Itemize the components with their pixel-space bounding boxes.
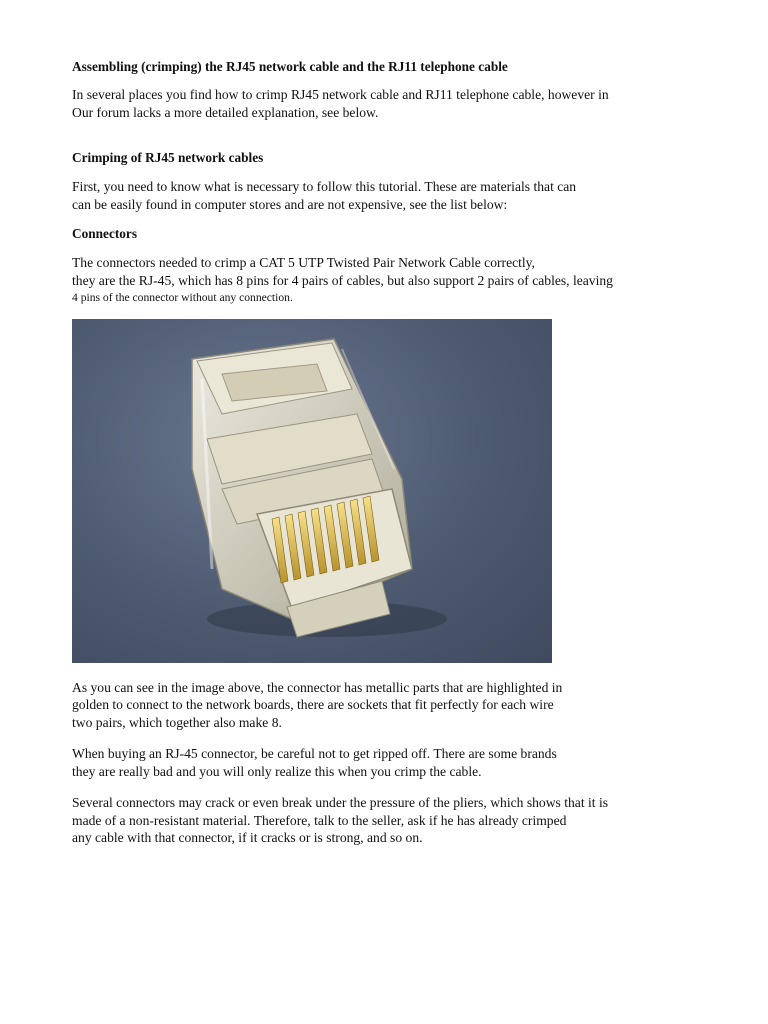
text-line: As you can see in the image above, the connector has metallic parts that are highlighted in (72, 679, 563, 695)
text-line: When buying an RJ-45 connector, be careful not to get ripped off. There are some brands (72, 746, 557, 761)
document-page (72, 58, 692, 847)
text-line: they are really bad and you will only realize this when you crimp the cable. (72, 763, 482, 779)
rj45-connector-illustration (72, 319, 552, 663)
text-line: 4 pins of the connector without any connection. (72, 291, 293, 304)
section-heading-connectors: Connectors (72, 226, 137, 241)
buying-paragraph (72, 745, 692, 780)
text-line: Our forum lacks a more detailed explanation, see below. (72, 104, 379, 120)
text-line: can be easily found in computer stores and are not expensive, see the list below: (72, 196, 508, 212)
cracking-paragraph (72, 794, 692, 847)
intro-paragraph (72, 86, 692, 121)
text-line: First, you need to know what is necessary to follow this tutorial. These are materials that can (72, 179, 577, 194)
document-title: Assembling (crimping) the RJ45 network cable and the RJ11 telephone cable (72, 59, 508, 74)
text-line: The connectors needed to crimp a CAT 5 UTP Twisted Pair Network Cable correctly, (72, 255, 535, 270)
text-line: made of a non-resistant material. Therefore, talk to the seller, ask if he has already crimped (72, 812, 567, 828)
text-line: any cable with that connector, if it cracks or is strong, and so on. (72, 830, 423, 845)
section-heading-crimping: Crimping of RJ45 network cables (72, 150, 264, 165)
text-line: Several connectors may crack or even break under the pressure of the pliers, which shows that it is (72, 795, 609, 810)
text-line: they are the RJ-45, which has 8 pins for 4 pairs of cables, but also support 2 pairs of cables, leaving (72, 272, 613, 288)
text-line: golden to connect to the network boards, there are sockets that fit perfectly for each wire (72, 697, 554, 712)
after-image-paragraph (72, 679, 692, 732)
text-line: In several places you find how to crimp RJ45 network cable and RJ11 telephone cable, however in (72, 87, 609, 102)
text-line: two pairs, which together also make 8. (72, 714, 282, 730)
connectors-paragraph (72, 254, 692, 307)
rj45-connector-photo (72, 319, 552, 663)
crimping-paragraph (72, 178, 692, 213)
